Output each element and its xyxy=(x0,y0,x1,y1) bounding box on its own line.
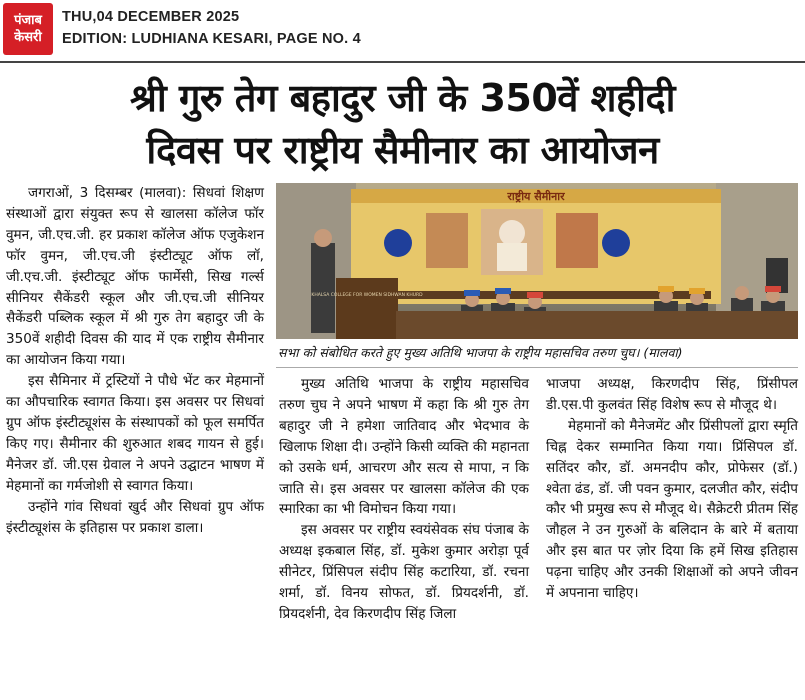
banner-title: राष्ट्रीय सैमीनार xyxy=(507,190,565,203)
article-paragraph: उन्होंने गांव सिधवां खुर्द और सिधवां ग्रुप ऑफ इंस्टीट्यूशंस के इतिहास पर प्रकाश डाला। xyxy=(6,498,264,536)
article-paragraph: इस अवसर पर राष्ट्रीय स्वयंसेवक संघ पंजाब के अध्यक्ष इकबाल सिंह, डॉ. मुकेश कुमार अरोड़ा पूर्व सीनेटर, प्रिंसिपल संदीप सिंह कटारिया, डॉ. रचना शर्मा, डॉ. विनय सोफत, डॉ. प्रियदर्शनी, डॉ. प्रियदर्शनी, देव किरणदीप सिंह जिला xyxy=(279,522,529,622)
article-paragraph: मुख्य अतिथि भाजपा के राष्ट्रीय महासचिव तरुण चुघ ने अपने भाषण में कहा कि श्री गुरु तेग बहादुर जी ने हमेशा जातिवाद और भेदभाव के खिलाफ शिक्षा दी। उन्होंने किसी व्यक्ति की महानता को उसके धर्म, आचरण और सत्य से मापा, न कि जाति से। इस अवसर पर खालसा कॉलेज की एक स्मारिका का भी विमोचन किया गया। xyxy=(279,376,529,518)
caption-divider xyxy=(276,367,798,368)
masthead-divider xyxy=(0,61,805,63)
headline-line-1: श्री गुरु तेग बहादुर जी के 350वें शहीदी xyxy=(129,76,675,120)
headline-line-2: दिवस पर राष्ट्रीय सैमीनार का आयोजन xyxy=(146,128,659,172)
article-paragraph: जगराओं, 3 दिसम्बर (मालवा): सिधवां शिक्षण संस्थाओं द्वारा संयुक्त रूप से खालसा कॉलेज फॉर वुमन, जी.एच.जी. हर प्रकाश कॉलेज ऑफ एजुकेशन फॉर वुमन, जी.एच.जी इंस्टीट्यूट ऑफ लॉ, जी.एच.जी. इंस्टीट्यूट ऑफ फार्मेसी, सिख गर्ल्स सीनियर सैकेंडरी स्कूल और जी.एच.जी सीनियर सैकेंडरी पब्लिक स्कूल में श्री गुरु तेग बहादुर जी के 350वें शहीदी दिवस की याद में एक राष्ट्रीय सैमीनार का आयोजन किया गया। xyxy=(6,185,264,369)
edition-info xyxy=(62,6,361,50)
article-column-2 xyxy=(279,374,529,625)
article-paragraph: भाजपा अध्यक्ष, किरणदीप सिंह, प्रिंसीपल डी.एस.पी कुलवंत सिंह विशेष रूप से मौजूद थे। xyxy=(546,376,798,413)
logo-line-1: पंजाब xyxy=(14,13,42,28)
edition-name: EDITION: LUDHIANA KESARI, PAGE NO. 4 xyxy=(62,31,361,47)
article-paragraph: मेहमानों को मैनेजमेंट और प्रिंसीपलों द्वारा स्मृति चिह्न देकर सम्मानित किया गया। प्रिंसिपल डॉ. सतिंदर कौर, डॉ. अमनदीप कौर, प्रोफेसर (डॉ.) श्वेता ढंड, डॉ. जी पवन कुमार, दलजीत कौर, संदीप कौर भी प्रमुख रूप से मौजूद थे। सैक्रेटरी प्रीतम सिंह जौहल ने उन गुरुओं के बलिदान के बारे में बताया और इस बात पर ज़ोर दिया कि हमें सिख इतिहास पढ़ना चाहिए और उनकी शिक्षाओं को अपने जीवन में अपनाना चाहिए। xyxy=(546,417,798,602)
newspaper-logo xyxy=(3,3,53,55)
podium-label: KHALSA COLLEGE FOR WOMEN SIDHWAN KHURD xyxy=(311,293,423,298)
logo-line-2: केसरी xyxy=(14,30,42,45)
photo-caption: सभा को संबोधित करते हुए मुख्य अतिथि भाजपा के राष्ट्रीय महासचिव तरुण चुघ। (मालवा) xyxy=(278,345,683,360)
article-column-3 xyxy=(546,374,798,604)
headline xyxy=(0,72,805,176)
article-column-1 xyxy=(6,183,264,538)
edition-date: THU,04 DECEMBER 2025 xyxy=(62,9,240,25)
news-photo xyxy=(276,183,798,339)
article-paragraph: इस सैमिनार में ट्रस्टियों ने पौधे भेंट कर मेहमानों का औपचारिक स्वागत किया। इस अवसर पर सिधवां ग्रुप ऑफ इंस्टीट्यूशंस के संस्थापकों को फूल समर्पित किए गए। सैमीनार की शुरुआत शबद गायन से हुई। मैनेजर डॉ. जी.एस ग्रेवाल ने अपने उद्घाटन भाषण में मेहमानों का गर्मजोशी से स्वागत किया। xyxy=(6,373,264,494)
seminar-photo-illustration xyxy=(276,183,798,339)
